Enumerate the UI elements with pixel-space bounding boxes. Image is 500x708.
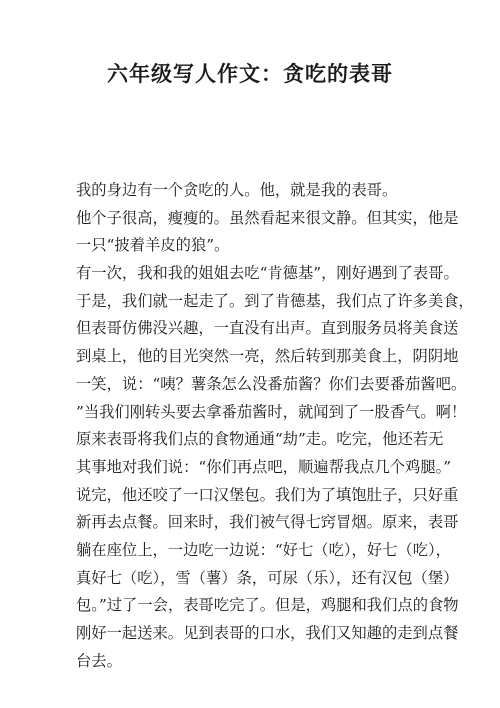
text-line: 他个子很高，瘦瘦的。虽然看起来很文静。但其实，他是 — [76, 208, 459, 227]
page-title: 六年级写人作文：贪吃的表哥 — [107, 61, 393, 86]
text-line: 真好七（吃），雪（薯）条，可尿（乐），还有汉包（堡） — [76, 568, 459, 587]
text-line: 说完，他还咬了一口汉堡包。我们为了填饱肚子，只好重 — [76, 485, 459, 504]
text-line: 新再去点餐。回来时，我们被气得七窍冒烟。原来，表哥 — [76, 513, 459, 532]
text-line: 有一次，我和我的姐姐去吃“肯德基”，刚好遇到了表哥。 — [76, 264, 459, 283]
text-line: 刚好一起送来。见到表哥的口水，我们又知趣的走到点餐 — [76, 624, 459, 642]
essay-body — [76, 177, 474, 675]
text-line: ”当我们刚转头要去拿番茄酱时，就闻到了一股香气。啊！ — [76, 402, 467, 421]
text-line: 其事地对我们说：“你们再点吧，顺遍帮我点几个鸡腿。” — [76, 457, 452, 476]
text-line: 一笑，说：“咦？薯条怎么没番茄酱？你们去要番茄酱吧。 — [76, 374, 467, 393]
text-line: 原来表哥将我们点的食物通通“劫”走。吃完，他还若无 — [76, 430, 444, 449]
text-line: 一只“披着羊皮的狼”。 — [76, 236, 230, 255]
text-line: 包。”过了一会，表哥吃完了。但是，鸡腿和我们点的食物 — [76, 596, 459, 615]
text-line: 台去。 — [76, 651, 122, 670]
text-line: 到桌上，他的目光突然一亮，然后转到那美食上，阴阴地 — [76, 347, 459, 366]
text-line: 于是，我们就一起走了。到了肯德基，我们点了许多美食， — [76, 291, 474, 310]
text-line: 但表哥仿佛没兴趣，一直没有出声。直到服务员将美食送 — [76, 319, 459, 338]
text-line: 躺在座位上，一边吃一边说：“好七（吃），好七（吃）， — [76, 540, 451, 559]
text-line: 我的身边有一个贪吃的人。他，就是我的表哥。 — [76, 181, 398, 199]
